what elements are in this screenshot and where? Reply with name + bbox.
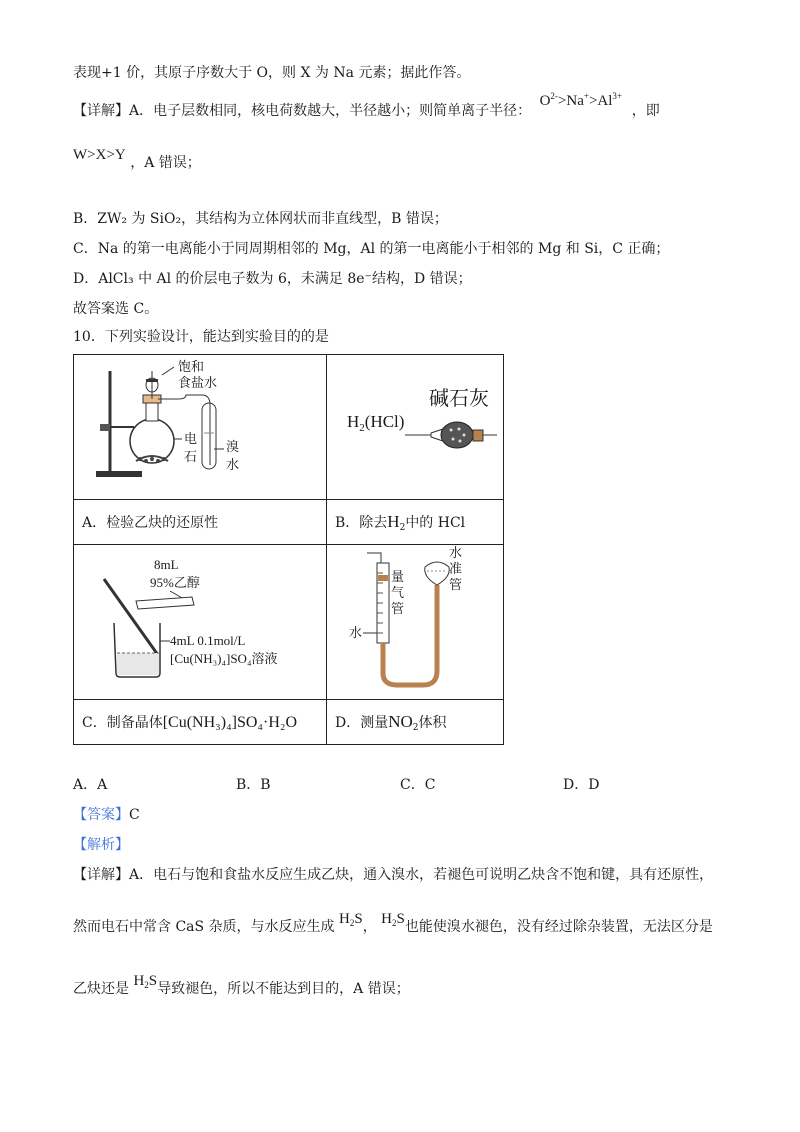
line-b: B．ZW₂ 为 SiO₂，其结构为立体网状而非直线型，B 错误； <box>73 211 448 227</box>
caption-b: B．除去$H_2$中的 HCl <box>327 500 504 545</box>
detail-a-lead: 【详解】A．电子层数相同，核电荷数越大，半径越小；则简单离子半径： <box>73 103 532 119</box>
detail2-line1: 【详解】A．电石与饱和食盐水反应生成乙炔，通入溴水，若褪色可说明乙炔含不饱和键，具有还原性， <box>73 867 714 883</box>
figure-b-drying-tube <box>327 355 503 495</box>
detail2-line2: 然而电石中常含 CaS 杂质，与水反应生成 $H_2S$， $H_2S$也能使溴水褪色，没有经过除杂装置，无法区分是 <box>73 911 713 935</box>
fig-d-l3: 管 <box>449 577 463 592</box>
option-c: C．C <box>400 777 436 793</box>
figure-d-gas-burette <box>327 545 503 695</box>
fig-c-sol2: [Cu(NH₃)₄]SO₄溶液 <box>170 651 278 666</box>
caption-d: D．测量$NO_2$体积 <box>327 700 504 745</box>
figure-b-cell <box>327 355 504 500</box>
answer-tag: 【答案】 <box>73 807 129 823</box>
fig-d-m1: 量 <box>391 569 405 584</box>
wxy-formula: W>X>Y <box>73 147 126 163</box>
figure-c-crystal-prep <box>74 545 326 695</box>
intro-line: 表现+1 价，其原子序数大于 O，则 X 为 Na 元素；据此作答。 <box>73 65 471 81</box>
detail-a-tail: ，即 <box>631 103 660 119</box>
fig-d-m3: 管 <box>391 601 405 616</box>
ion-radius-formula: $O^{2-}>Na^+>Al^{3+}$ <box>539 91 622 109</box>
fig-c-conc1: 95%乙醇 <box>150 575 200 590</box>
detail-a2-tail: ，A 错误； <box>130 155 201 171</box>
fig-c-vol2: 4mL 0.1mol/L <box>170 633 246 648</box>
fig-d-l1: 水 <box>449 545 463 560</box>
figure-a-acetylene-apparatus <box>74 355 326 495</box>
fig-b-soda-lime-label: 碱石灰 <box>429 388 489 410</box>
h2s-formula-3: $H_2S$ <box>133 973 158 990</box>
caption-c: C．制备晶体[Cu(NH₃)₄]SO₄·H₂O <box>74 700 327 745</box>
detail-a-line <box>73 91 660 120</box>
fig-d-water: 水 <box>349 625 363 640</box>
fig-a-label-shui: 水 <box>226 457 240 472</box>
detail2-line3: 乙炔还是 $H_2S$导致褪色，所以不能达到目的，A 错误； <box>73 973 410 997</box>
line-answer: 故答案选 C。 <box>73 301 159 317</box>
option-d: D．D <box>563 777 600 793</box>
h2s-formula-1: $H_2S$ <box>339 911 363 928</box>
option-b: B．B <box>236 777 271 793</box>
question-10: 10．下列实验设计，能达到实验目的的是 <box>73 329 329 345</box>
caption-a: A．检验乙炔的还原性 <box>74 500 327 545</box>
experiment-table <box>73 354 504 745</box>
answer-line <box>73 804 140 824</box>
fig-a-label-brine: 食盐水 <box>178 375 218 390</box>
fig-b-gas-label: $H_2(HCl)$ <box>347 412 405 434</box>
fig-c-vol1: 8mL <box>154 557 179 572</box>
line-c: C．Na 的第一电离能小于同周期相邻的 Mg，Al 的第一电离能小于相邻的 Mg 和 Si，C 正确； <box>73 241 670 257</box>
figure-c-cell <box>74 545 327 700</box>
detail-a2-line <box>73 147 201 172</box>
answer-value: C <box>129 807 140 823</box>
fig-d-l2: 准 <box>449 561 463 576</box>
line-d: D．AlCl₃ 中 Al 的价层电子数为 6，未满足 8e⁻结构，D 错误； <box>73 271 472 287</box>
option-a: A．A <box>73 777 108 793</box>
h2s-formula-2: $H_2S$ <box>381 911 405 928</box>
figure-a-cell <box>74 355 327 500</box>
analysis-tag: 【解析】 <box>73 837 129 853</box>
fig-a-label-dian: 电 <box>184 431 198 446</box>
figure-d-cell <box>327 545 504 700</box>
fig-a-label-xiu: 溴 <box>226 439 240 454</box>
fig-d-m2: 气 <box>391 585 405 600</box>
fig-a-label-saturated: 饱和 <box>178 359 205 374</box>
fig-a-label-shi: 石 <box>184 449 198 464</box>
